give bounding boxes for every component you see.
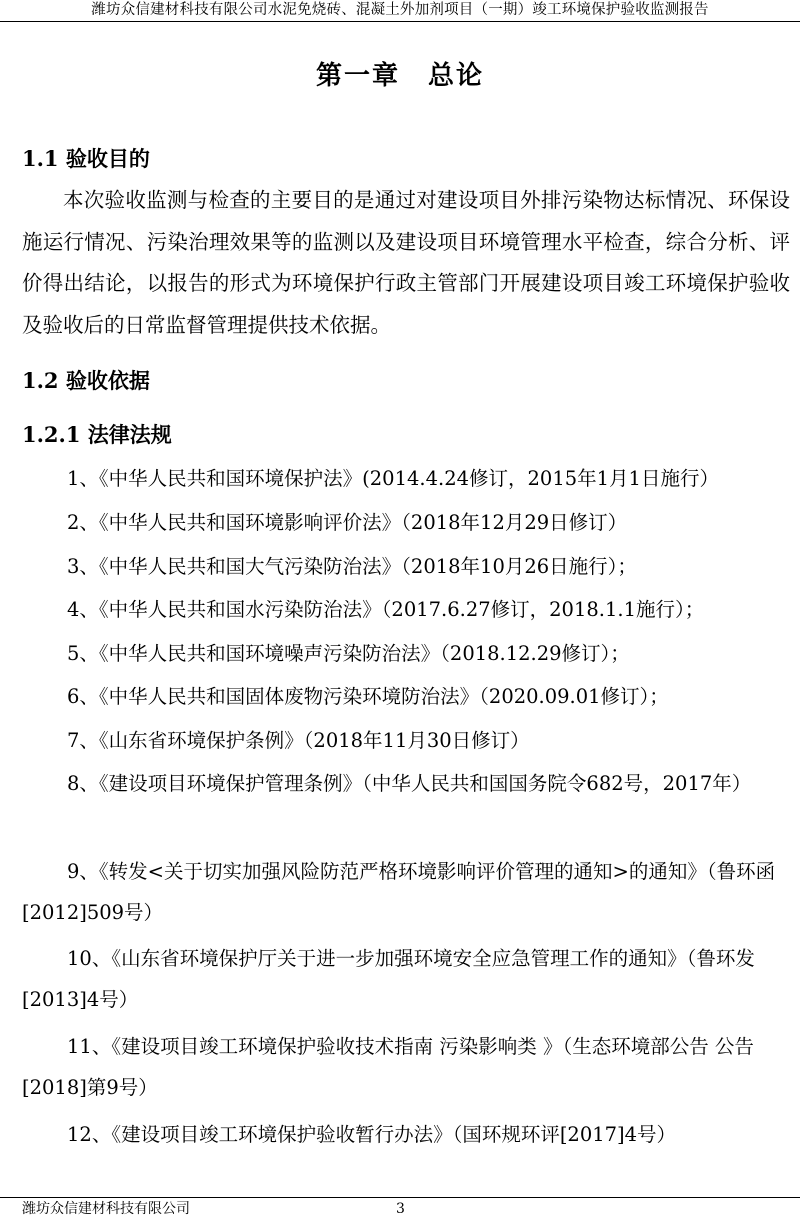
- law-item-5: 5、《中华人民共和国环境噪声污染防治法》（2018.12.29修订）；: [67, 642, 630, 665]
- law-item-10: 10、《山东省环境保护厅关于进一步加强环境安全应急管理工作的通知》（鲁环发[2013]4号）: [22, 947, 755, 1011]
- law-item-7: 7、《山东省环境保护条例》（2018年11月30日修订）: [67, 729, 530, 752]
- law-item-1: 1、《中华人民共和国环境保护法》(2014.4.24修订，2015年1月1日施行）: [67, 467, 719, 490]
- law-item-6: 6、《中华人民共和国固体废物污染环境防治法》（2020.09.01修订）；: [67, 685, 669, 708]
- law-item-4: 4、《中华人民共和国水污染防治法》（2017.6.27修订，2018.1.1施行）；: [67, 598, 705, 621]
- footer-divider: [0, 1197, 800, 1198]
- chapter-title: 第一章 总论: [315, 61, 484, 91]
- law-item-11: 11、《建设项目竣工环境保护验收技术指南 污染影响类 》（生态环境部公告 公告[2018]第9号）: [22, 1035, 754, 1099]
- section-heading-1-1: 1.1 验收目的: [22, 146, 150, 171]
- section-heading-1-2-1: 1.2.1 法律法规: [22, 422, 172, 447]
- section-1-1-paragraph: 本次验收监测与检查的主要目的是通过对建设项目外排污染物达标情况、环保设施运行情况、污染治理效果等的监测以及建设项目环境管理水平检查，综合分析、评价得出结论，以报告的形式为环境保护行政主管部门开展建设项目竣工环境保护验收及验收后的日常监督管理提供技术依据。: [22, 188, 790, 337]
- law-item-9: 9、《转发<关于切实加强风险防范严格环境影响评价管理的通知>的通知》（鲁环函[2012]509号）: [22, 860, 776, 924]
- law-item-3: 3、《中华人民共和国大气污染防治法》（2018年10月26日施行）；: [67, 555, 637, 578]
- page-number: 3: [396, 1201, 405, 1217]
- footer-company: 潍坊众信建材科技有限公司: [22, 1201, 190, 1217]
- header-title: 潍坊众信建材科技有限公司水泥免烧砖、混凝土外加剂项目（一期）竣工环境保护验收监测报告: [91, 2, 709, 18]
- section-heading-1-2: 1.2 验收依据: [22, 368, 150, 393]
- page-header: [0, 0, 800, 22]
- law-item-8: 8、《建设项目环境保护管理条例》（中华人民共和国国务院令682号，2017年）: [67, 772, 752, 795]
- law-item-2: 2、《中华人民共和国环境影响评价法》（2018年12月29日修订）: [67, 511, 628, 534]
- law-item-12: 12、《建设项目竣工环境保护验收暂行办法》（国环规环评[2017]4号）: [67, 1123, 677, 1146]
